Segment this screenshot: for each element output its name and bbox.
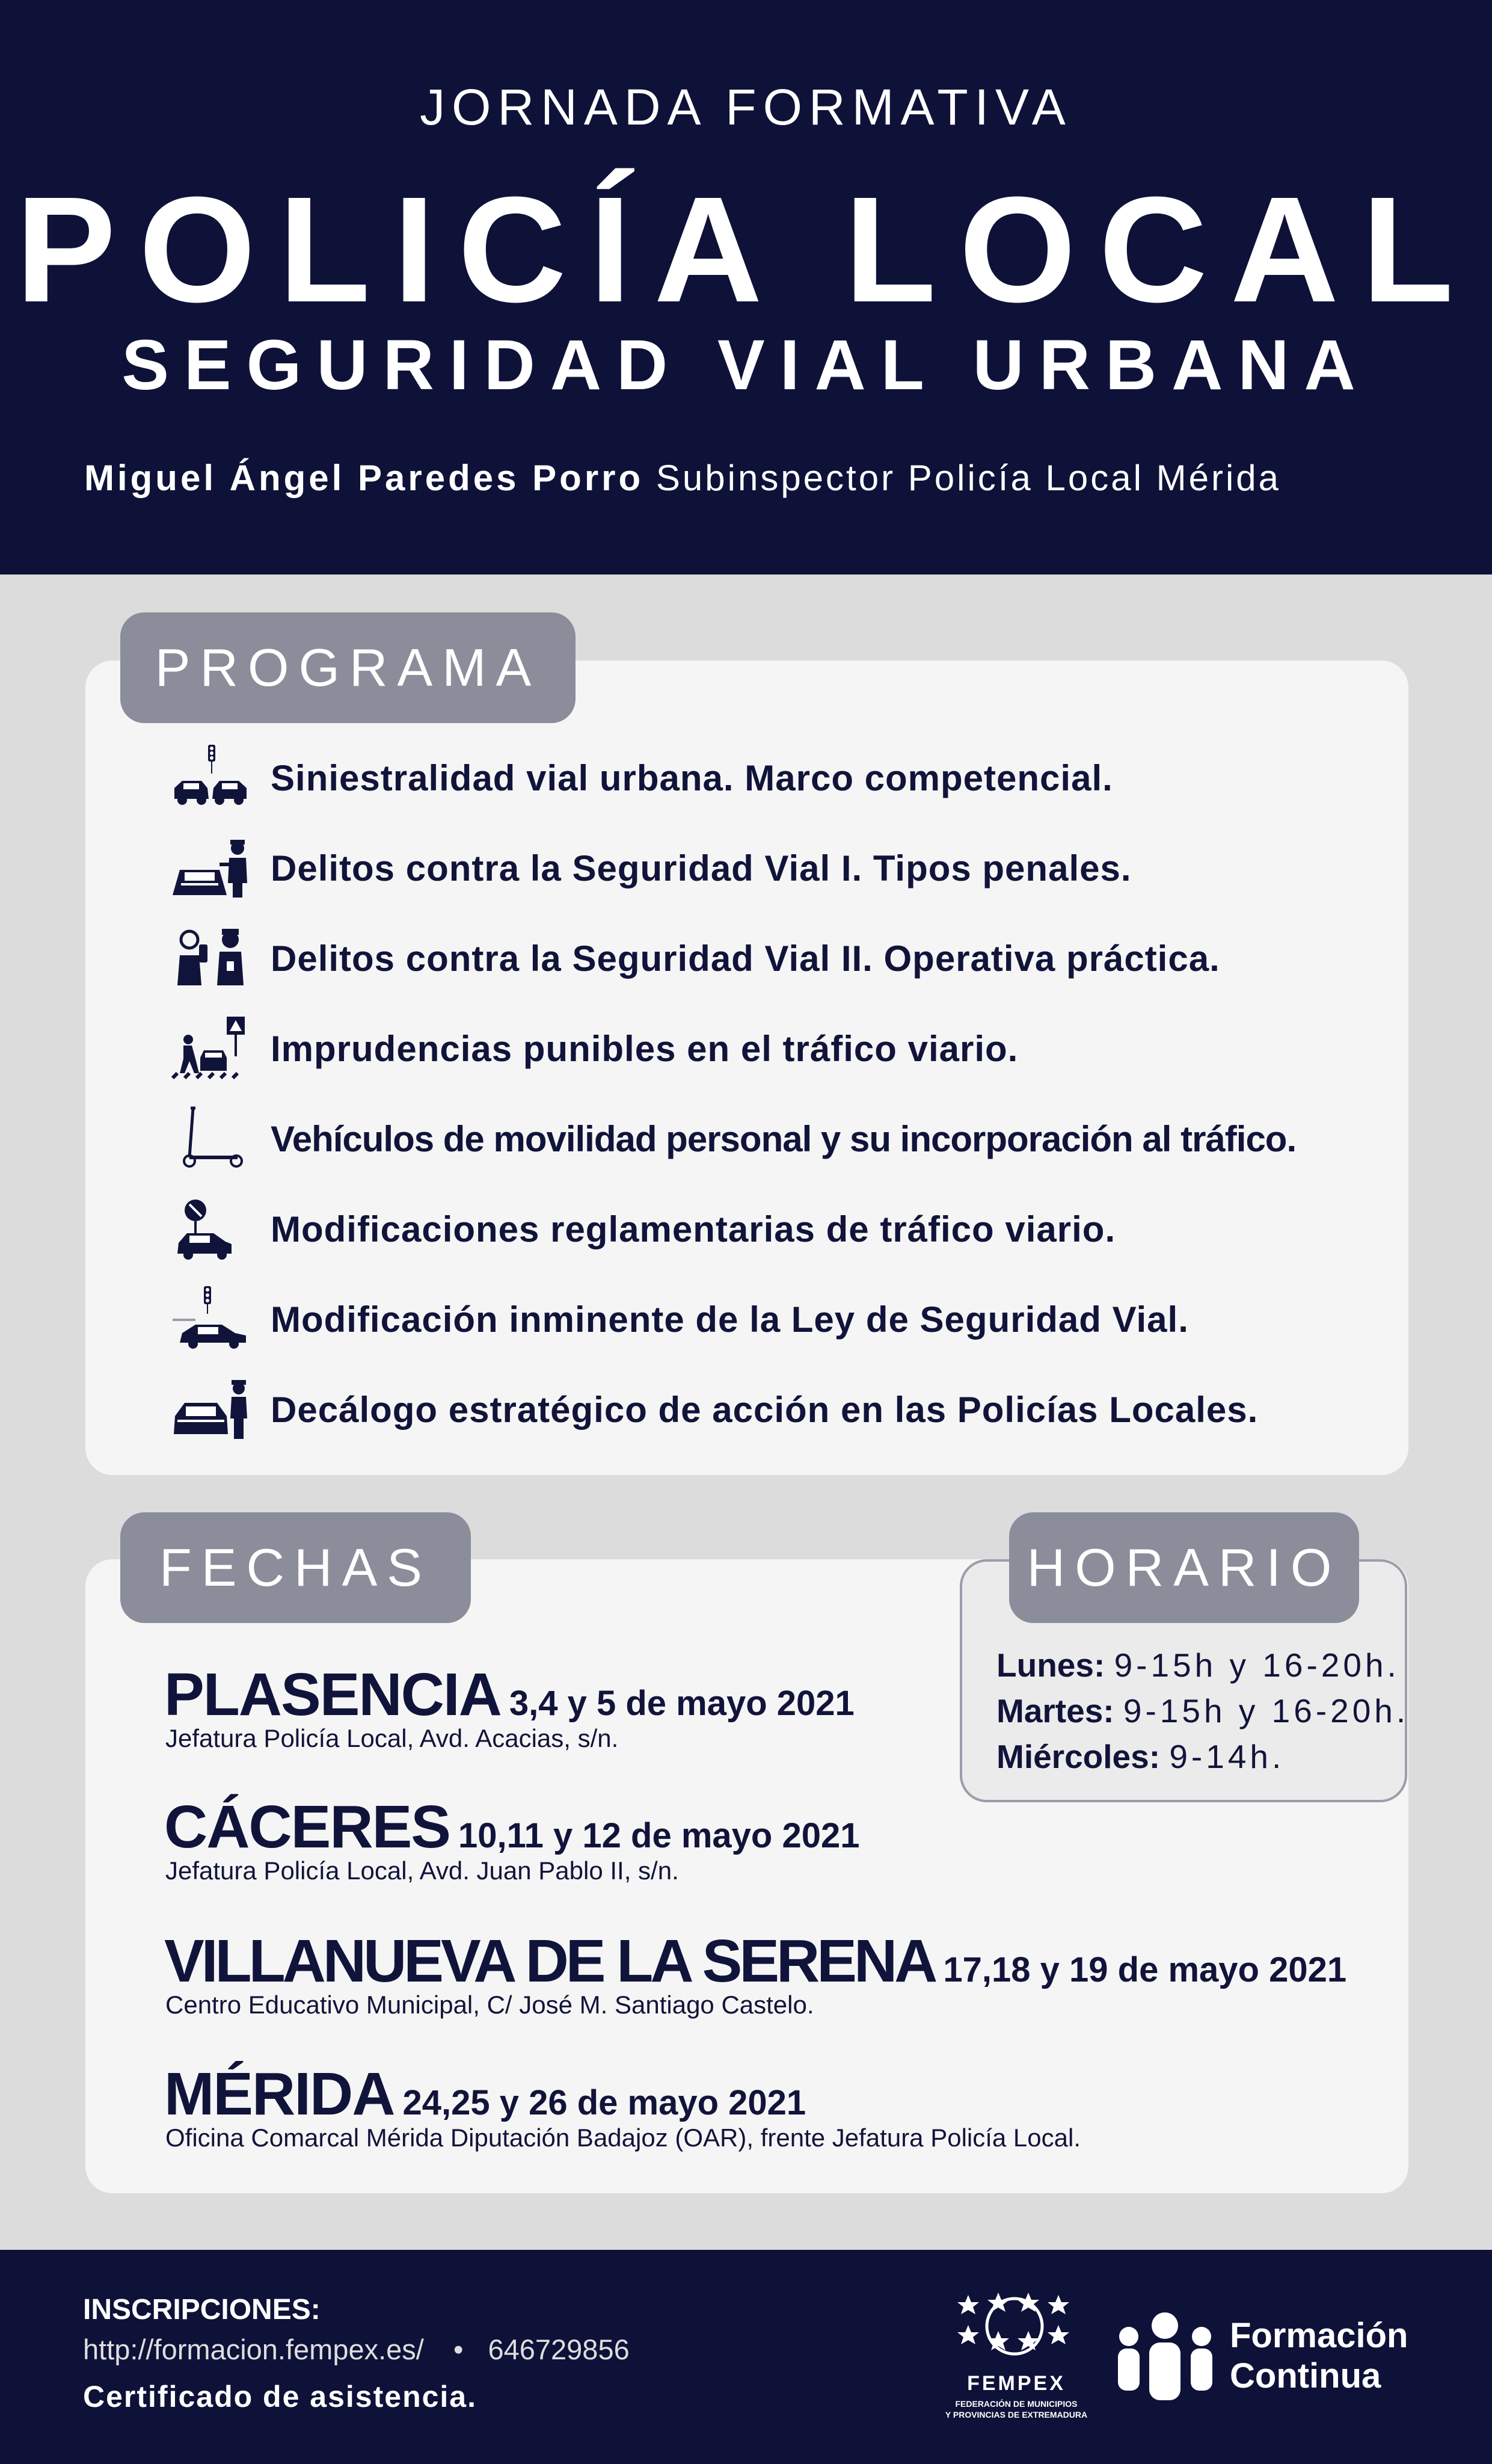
location-heading (164, 2060, 806, 2129)
schedule-hours: 9-15h y 16-20h. (1123, 1692, 1410, 1729)
program-item-text: Imprudencias punibles en el tráfico viario. (271, 1028, 1019, 1069)
city-dates: 3,4 y 5 de mayo 2021 (509, 1684, 855, 1723)
registration-link[interactable]: http://formacion.fempex.es/ (83, 2333, 424, 2365)
electric-scooter-icon (171, 1106, 250, 1172)
secondary-title: SEGURIDAD VIAL URBANA (121, 325, 1371, 405)
traffic-light-car-icon (171, 1286, 250, 1352)
inscripciones-label: INSCRIPCIONES: (83, 2294, 321, 2326)
program-item (171, 1286, 1404, 1352)
location-address: Jefatura Policía Local, Avd. Acacias, s/n. (165, 1724, 619, 1752)
program-item-text: Delitos contra la Seguridad Vial II. Operativa práctica. (271, 938, 1220, 979)
program-item-text: Decálogo estratégico de acción en las Policías Locales. (271, 1389, 1259, 1430)
schedule-row (996, 1646, 1400, 1684)
location-heading (164, 1793, 859, 1862)
city-dates: 17,18 y 19 de mayo 2021 (943, 1950, 1347, 1989)
city-dates: 10,11 y 12 de mayo 2021 (458, 1816, 860, 1855)
program-item (171, 745, 1404, 811)
program-item (171, 1015, 1404, 1082)
breathalyzer-test-icon (171, 925, 250, 991)
program-item-text: Modificaciones reglamentarias de tráfico viario. (271, 1209, 1116, 1249)
schedule-row (996, 1737, 1285, 1776)
schedule-day: Lunes: (996, 1646, 1105, 1684)
police-car-officer-icon (171, 1376, 250, 1443)
phone-number: 646729856 (488, 2333, 630, 2365)
schedule-hours: 9-15h y 16-20h. (1114, 1646, 1400, 1684)
separator-dot: • (453, 2333, 464, 2365)
people-group-icon (1110, 2311, 1221, 2401)
speaker-role: Subinspector Policía Local Mérida (655, 458, 1282, 498)
location-address: Jefatura Policía Local, Avd. Juan Pablo II, s/n. (165, 1856, 679, 1885)
formacion-continua-logo (1230, 2316, 1408, 2396)
main-title: POLICÍA LOCAL (15, 165, 1477, 333)
fempex-caption: FEDERACIÓN DE MUNICIPIOS (955, 2399, 1078, 2409)
program-item (171, 1376, 1404, 1443)
schedule-row (996, 1692, 1409, 1730)
schedule-day: Martes: (996, 1692, 1114, 1729)
program-item (171, 925, 1404, 991)
horario-heading: HORARIO (1009, 1512, 1359, 1623)
fempex-stars-logo-icon (956, 2289, 1076, 2373)
program-item (171, 1106, 1404, 1172)
city-name: PLASENCIA (164, 1661, 501, 1728)
event-type: JORNADA FORMATIVA (420, 79, 1072, 135)
program-item (171, 835, 1404, 901)
program-item (171, 1196, 1404, 1262)
location-heading (164, 1660, 855, 1729)
city-dates: 24,25 y 26 de mayo 2021 (402, 2083, 806, 2122)
formacion-line: Formación (1230, 2316, 1408, 2355)
schedule-hours: 9-14h. (1169, 1738, 1285, 1775)
fechas-heading: FECHAS (120, 1512, 471, 1623)
fempex-logo-text: FEMPEX (967, 2372, 1066, 2395)
location-heading (164, 1927, 1346, 1996)
city-name: VILLANUEVA DE LA SERENA (164, 1927, 935, 1995)
contact-line (83, 2333, 630, 2366)
continua-line: Continua (1230, 2356, 1381, 2395)
programa-heading: PROGRAMA (120, 612, 576, 723)
police-officer-car-icon (171, 835, 250, 901)
program-item-text: Vehículos de movilidad personal y su incorporación al tráfico. (271, 1118, 1297, 1159)
location-address: Centro Educativo Municipal, C/ José M. Santiago Castelo. (165, 1991, 814, 2019)
program-item-text: Siniestralidad vial urbana. Marco competencial. (271, 757, 1113, 798)
program-item-text: Delitos contra la Seguridad Vial I. Tipos penales. (271, 848, 1132, 889)
city-name: CÁCERES (164, 1793, 450, 1861)
schedule-day: Miércoles: (996, 1738, 1161, 1775)
fempex-caption: Y PROVINCIAS DE EXTREMADURA (945, 2410, 1088, 2419)
program-item-text: Modificación inminente de la Ley de Seguridad Vial. (271, 1299, 1189, 1340)
pedestrian-crossing-icon (171, 1015, 250, 1082)
city-name: MÉRIDA (164, 2060, 394, 2128)
traffic-sign-car-icon (171, 1196, 250, 1262)
speaker-line (84, 457, 1281, 499)
speaker-name: Miguel Ángel Paredes Porro (84, 458, 644, 498)
certificado-text: Certificado de asistencia. (83, 2380, 477, 2413)
traffic-accident-icon (171, 745, 250, 811)
location-address: Oficina Comarcal Mérida Diputación Badajoz (OAR), frente Jefatura Policía Local. (165, 2124, 1081, 2152)
